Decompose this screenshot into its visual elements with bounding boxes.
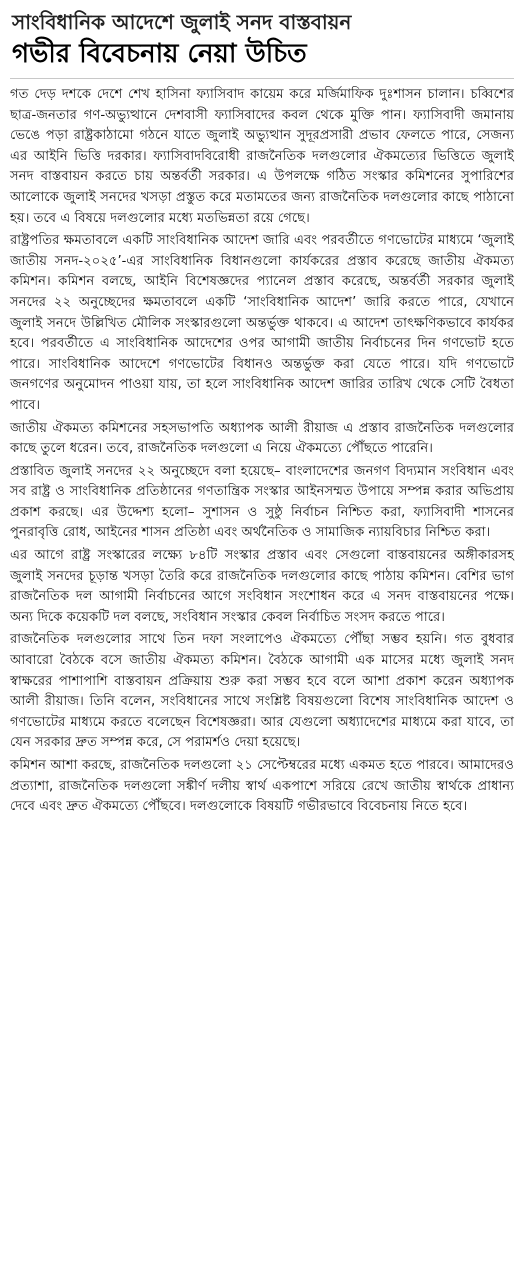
body-paragraph: কমিশন আশা করছে, রাজনৈতিক দলগুলো ২১ সেপ্টেম্বরের মধ্যে একমত হতে পারবে। আমাদেরও প্রত্যাশা, রাজনৈতিক দলগুলো সঙ্কীর্ণ দলীয় স্বার্থ একপাশে সরিয়ে রেখে জাতীয় স্বার্থকে প্রাধান্য দেবে এবং দ্রুত ঐকমত্যে পৌঁছবে। দলগুলোকে বিষয়টি গভীরভাবে বিবেচনায় নিতে হবে।	[10, 758, 514, 815]
article-body	[10, 85, 514, 818]
article-kicker: সাংবিধানিক আদেশে জুলাই সনদ বাস্তবায়ন	[12, 10, 352, 34]
body-paragraph: রাজনৈতিক দলগুলোর সাথে তিন দফা সংলাপেও ঐকমত্যে পৌঁছা সম্ভব হয়নি। গত বুধবার আবারো বৈঠকে বসে জাতীয় ঐকমত্য কমিশন। বৈঠকে আগামী এক মাসের মধ্যে জুলাই সনদ স্বাক্ষরের পাশাপাশি বাস্তবায়ন প্রক্রিয়ায় শুরু করা সম্ভব হবে বলে আশা প্রকাশ করেন অধ্যাপক আলী রীয়াজ। তিনি বলেন, সংবিধানের সাথে সংশ্লিষ্ট বিষয়গুলো বিশেষ সাংবিধানিক আদেশ ও গণভোটের মাধ্যমে করতে বলেছেন বিশেষজ্ঞরা। আর যেগুলো অধ্যাদেশের মাধ্যমে করা যাবে, তা যেন সরকার দ্রুত সম্পন্ন করে, সে পরামর্শও দেয়া হয়েছে।	[10, 632, 514, 751]
body-paragraph: রাষ্ট্রপতির ক্ষমতাবলে একটি সাংবিধানিক আদেশ জারি এবং পরবর্তীতে গণভোটের মাধ্যমে ‘জুলাই জাতীয় সনদ-২০২৫’-এর সাংবিধানিক বিধানগুলো কার্যকরের প্রস্তাব করেছে জাতীয় ঐকমত্য কমিশন। কমিশন বলছে, আইনি বিশেষজ্ঞদের প্যানেল প্রস্তাব করেছে, অন্তর্বর্তী সরকার জুলাই সনদের ২২ অনুচ্ছেদের ক্ষমতাবলে একটি ‘সাংবিধানিক আদেশ’ জারি করতে পারে, যেখানে জুলাই সনদে উল্লিখিত মৌলিক সংস্কারগুলো অন্তর্ভুক্ত থাকবে। এ আদেশ তাৎক্ষণিকভাবে কার্যকর হবে। পরবর্তীতে এ সাংবিধানিক আদেশের ওপর আগামী জাতীয় নির্বাচনের দিন গণভোট হতে পারে। সাংবিধানিক আদেশে গণভোটের বিধানও অন্তর্ভুক্ত করা যেতে পারে। যদি গণভোটে জনগণের অনুমোদন পাওয়া যায়, তা হলে সাংবিধানিক আদেশ জারির তারিখ থেকে সেটি বৈধতা পাবে।	[10, 233, 514, 413]
headline-divider	[10, 78, 514, 79]
body-paragraph: জাতীয় ঐকমত্য কমিশনের সহসভাপতি অধ্যাপক আলী রীয়াজ এ প্রস্তাব রাজনৈতিক দলগুলোর কাছে তুলে ধরেন। তবে, রাজনৈতিক দলগুলো এ নিয়ে ঐকমত্যে পৌঁছতে পারেনি।	[10, 420, 514, 457]
body-paragraph: প্রস্তাবিত জুলাই সনদের ২২ অনুচ্ছেদে বলা হয়েছে– বাংলাদেশের জনগণ বিদ্যমান সংবিধান এবং সব রাষ্ট্র ও সাংবিধানিক প্রতিষ্ঠানের গণতান্ত্রিক সংস্কার আইনসম্মত উপায়ে সম্পন্ন করার অভিপ্রায় প্রকাশ করছে। এর উদ্দেশ্য হলো– সুশাসন ও সুষ্ঠু নির্বাচন নিশ্চিত করা, ফ্যাসিবাদী শাসনের পুনরাবৃত্তি রোধ, আইনের শাসন প্রতিষ্ঠা এবং অর্থনৈতিক ও সামাজিক ন্যায়বিচার নিশ্চিত করা।	[10, 463, 514, 541]
body-paragraph: এর আগে রাষ্ট্র সংস্কারের লক্ষ্যে ৮৪টি সংস্কার প্রস্তাব এবং সেগুলো বাস্তবায়নের অঙ্গীকারসহ জুলাই সনদের চূড়ান্ত খসড়া তৈরি করে রাজনৈতিক দলগুলোর কাছে পাঠায় কমিশন। বেশির ভাগ রাজনৈতিক দল আগামী নির্বাচনের আগে সংবিধান সংশোধন করে এ সনদ বাস্তবায়নের পক্ষে। অন্য দিকে কয়েকটি দল বলছে, সংবিধান সংস্কার কেবল নির্বাচিত সংসদ করতে পারে।	[10, 548, 514, 625]
body-paragraph: গত দেড় দশকে দেশে শেখ হাসিনা ফ্যাসিবাদ কায়েম করে মর্জিমাফিক দুঃশাসন চালান। চব্বিশের ছাত্র-জনতার গণ-অভ্যুত্থানে দেশবাসী ফ্যাসিবাদের কবল থেকে মুক্তি পান। ফ্যাসিবাদী জমানায় ভেঙে পড়া রাষ্ট্রকাঠামো গঠনে যাতে জুলাই অভ্যুত্থান সুদূরপ্রসারী প্রভাব ফেলতে পারে, সেজন্য এর আইনি ভিত্তি দরকার। ফ্যাসিবাদবিরোধী রাজনৈতিক দলগুলোর ঐকমত্যের ভিত্তিতে জুলাই সনদ বাস্তবায়ন করতে চায় অন্তর্বর্তী সরকার। এ উপলক্ষে গঠিত সংস্কার কমিশনের সুপারিশের আলোকে জুলাই সনদের খসড়া প্রস্তুত করে মতামতের জন্য রাজনৈতিক দলগুলোর কাছে পাঠানো হয়। তবে এ বিষয়ে দলগুলোর মধ্যে মতভিন্নতা রয়ে গেছে।	[10, 87, 514, 226]
article-headline: গভীর বিবেচনায় নেয়া উচিত	[12, 39, 307, 69]
